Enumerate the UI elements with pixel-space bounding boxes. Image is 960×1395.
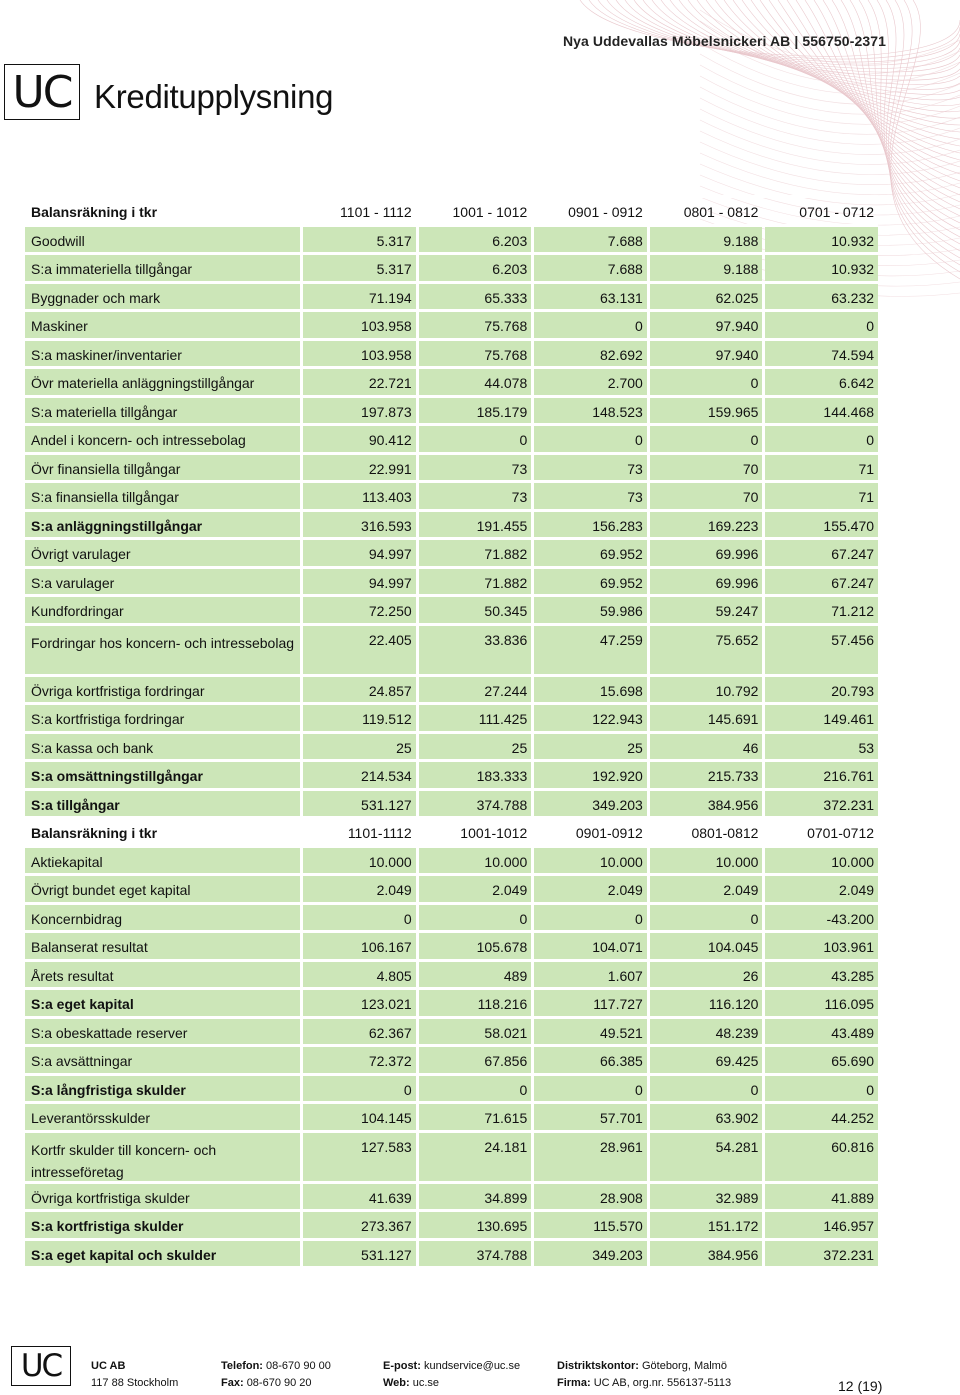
footer-firm-label: Firma: — [557, 1377, 591, 1389]
table-row — [25, 959, 878, 988]
value-cell: 63.902 — [650, 1104, 763, 1130]
value-cell: 149.461 — [765, 705, 878, 731]
table-row — [25, 873, 878, 902]
value-cell: 103.958 — [303, 341, 416, 367]
value-cell: 67.856 — [419, 1047, 532, 1073]
value-cell: 71.615 — [419, 1104, 532, 1130]
value-cell: 5.317 — [303, 227, 416, 253]
row-label: Övr materiella anläggningstillgångar — [25, 369, 300, 395]
value-cell: 273.367 — [303, 1212, 416, 1238]
row-label: S:a eget kapital och skulder — [25, 1241, 300, 1267]
value-cell: 41.889 — [765, 1184, 878, 1210]
row-label: Koncernbidrag — [25, 905, 300, 931]
value-cell: 10.000 — [534, 848, 647, 874]
footer-firm: UC AB, org.nr. 556137-5113 — [593, 1377, 732, 1389]
value-cell: 159.965 — [650, 398, 763, 424]
value-cell: 71.882 — [419, 569, 532, 595]
company-name-header: Nya Uddevallas Möbelsnickeri AB | 556750-2371 — [562, 33, 886, 49]
footer-web-link[interactable]: uc.se — [412, 1377, 440, 1389]
footer-company — [91, 1358, 178, 1392]
row-label: Byggnader och mark — [25, 284, 300, 310]
table-row — [25, 252, 878, 281]
table-row — [25, 395, 878, 424]
period-header: 0901 - 0912 — [568, 204, 643, 220]
value-cell: 25 — [534, 734, 647, 760]
footer-offices — [557, 1358, 731, 1392]
value-cell: 20.793 — [765, 677, 878, 703]
period-header: 0701 - 0712 — [799, 204, 875, 220]
row-label: Kundfordringar — [25, 597, 300, 623]
value-cell: 41.639 — [303, 1184, 416, 1210]
row-label: Fordringar hos koncern- och intressebolag — [25, 626, 300, 674]
balance-sheet-table — [25, 195, 878, 1266]
table-row — [25, 1073, 878, 1102]
row-label: S:a kortfristiga fordringar — [25, 705, 300, 731]
value-cell: 0 — [534, 905, 647, 931]
value-cell: 22.721 — [303, 369, 416, 395]
value-cell: 94.997 — [303, 569, 416, 595]
value-cell: 115.570 — [534, 1212, 647, 1238]
value-cell: 0 — [419, 905, 532, 931]
value-cell: 372.231 — [765, 1241, 878, 1267]
value-cell: 0 — [534, 312, 647, 338]
value-cell: 57.701 — [534, 1104, 647, 1130]
value-cell: 122.943 — [534, 705, 647, 731]
row-label: Övrigt varulager — [25, 540, 300, 566]
table-row — [25, 509, 878, 538]
value-cell: 191.455 — [419, 512, 532, 538]
row-label: S:a avsättningar — [25, 1047, 300, 1073]
value-cell: 63.232 — [765, 284, 878, 310]
value-cell: 58.021 — [419, 1019, 532, 1045]
value-cell: 97.940 — [650, 312, 763, 338]
value-cell: 63.131 — [534, 284, 647, 310]
table-row — [25, 423, 878, 452]
value-cell: 146.957 — [765, 1212, 878, 1238]
table-row — [25, 1238, 878, 1267]
row-label: Balansräkning i tkr — [31, 204, 158, 220]
value-cell: 0 — [650, 426, 763, 452]
row-label: Aktiekapital — [25, 848, 300, 874]
value-cell: 65.333 — [419, 284, 532, 310]
value-cell: 43.285 — [765, 962, 878, 988]
table-row — [25, 1130, 878, 1181]
value-cell: 0 — [650, 905, 763, 931]
row-label: Goodwill — [25, 227, 300, 253]
footer-phone-label: Telefon: — [221, 1360, 263, 1372]
table-row — [25, 788, 878, 817]
value-cell: 169.223 — [650, 512, 763, 538]
value-cell: 69.996 — [650, 569, 763, 595]
row-label: Årets resultat — [25, 962, 300, 988]
value-cell: 0 — [765, 312, 878, 338]
row-label: Övriga kortfristiga fordringar — [25, 677, 300, 703]
value-cell: 50.345 — [419, 597, 532, 623]
value-cell: 10.000 — [650, 848, 763, 874]
table-row — [25, 987, 878, 1016]
footer-phone-fax — [221, 1358, 331, 1392]
value-cell: 44.078 — [419, 369, 532, 395]
value-cell: 0 — [534, 426, 647, 452]
table-row — [25, 1181, 878, 1210]
value-cell: 104.045 — [650, 933, 763, 959]
table-row — [25, 1209, 878, 1238]
value-cell: 71.212 — [765, 597, 878, 623]
value-cell: 28.908 — [534, 1184, 647, 1210]
row-label: Andel i koncern- och intressebolag — [25, 426, 300, 452]
value-cell: 0 — [650, 369, 763, 395]
value-cell: 72.372 — [303, 1047, 416, 1073]
value-cell: 47.259 — [534, 626, 647, 674]
row-label: S:a långfristiga skulder — [25, 1076, 300, 1102]
value-cell: 384.956 — [650, 1241, 763, 1267]
value-cell: 6.642 — [765, 369, 878, 395]
value-cell: 22.405 — [303, 626, 416, 674]
value-cell: 22.991 — [303, 455, 416, 481]
value-cell: 155.470 — [765, 512, 878, 538]
row-label: Övr finansiella tillgångar — [25, 455, 300, 481]
footer-district: Göteborg, Malmö — [641, 1360, 727, 1372]
value-cell: 118.216 — [419, 990, 532, 1016]
period-header: 1001 - 1012 — [452, 204, 528, 220]
value-cell: 57.456 — [765, 626, 878, 674]
value-cell: 130.695 — [419, 1212, 532, 1238]
row-label: S:a kassa och bank — [25, 734, 300, 760]
value-cell: 7.688 — [534, 255, 647, 281]
value-cell: 69.952 — [534, 569, 647, 595]
value-cell: 73 — [534, 483, 647, 509]
value-cell: 28.961 — [534, 1133, 647, 1181]
value-cell: 9.188 — [650, 255, 763, 281]
value-cell: 0 — [303, 905, 416, 931]
value-cell: 32.989 — [650, 1184, 763, 1210]
value-cell: 75.652 — [650, 626, 763, 674]
row-label: Leverantörsskulder — [25, 1104, 300, 1130]
value-cell: 24.857 — [303, 677, 416, 703]
value-cell: 151.172 — [650, 1212, 763, 1238]
row-label: S:a materiella tillgångar — [25, 398, 300, 424]
value-cell: 116.095 — [765, 990, 878, 1016]
value-cell: 25 — [419, 734, 532, 760]
value-cell: 59.247 — [650, 597, 763, 623]
table-header-row — [25, 816, 878, 845]
row-label: S:a maskiner/inventarier — [25, 341, 300, 367]
value-cell: 185.179 — [419, 398, 532, 424]
value-cell: 531.127 — [303, 791, 416, 817]
footer-web-label: Web: — [383, 1377, 410, 1389]
table-row — [25, 480, 878, 509]
footer-uc-logo: UC — [11, 1346, 71, 1386]
value-cell: 104.071 — [534, 933, 647, 959]
value-cell: 123.021 — [303, 990, 416, 1016]
value-cell: 10.932 — [765, 227, 878, 253]
value-cell: 5.317 — [303, 255, 416, 281]
table-row — [25, 930, 878, 959]
value-cell: 69.425 — [650, 1047, 763, 1073]
value-cell: 53 — [765, 734, 878, 760]
uc-logo: UC — [4, 64, 80, 120]
value-cell: 145.691 — [650, 705, 763, 731]
value-cell: 71 — [765, 455, 878, 481]
value-cell: 127.583 — [303, 1133, 416, 1181]
value-cell: 2.049 — [650, 876, 763, 902]
row-label: S:a obeskattade reserver — [25, 1019, 300, 1045]
table-row — [25, 338, 878, 367]
value-cell: -43.200 — [765, 905, 878, 931]
row-label: Balanserat resultat — [25, 933, 300, 959]
table-row — [25, 452, 878, 481]
value-cell: 144.468 — [765, 398, 878, 424]
value-cell: 54.281 — [650, 1133, 763, 1181]
value-cell: 2.049 — [303, 876, 416, 902]
footer-district-label: Distriktskontor: — [557, 1360, 639, 1372]
value-cell: 374.788 — [419, 791, 532, 817]
value-cell: 46 — [650, 734, 763, 760]
row-label: S:a anläggningstillgångar — [25, 512, 300, 538]
row-label: S:a immateriella tillgångar — [25, 255, 300, 281]
value-cell: 0 — [419, 426, 532, 452]
value-cell: 531.127 — [303, 1241, 416, 1267]
value-cell: 9.188 — [650, 227, 763, 253]
value-cell: 349.203 — [534, 791, 647, 817]
row-label: S:a varulager — [25, 569, 300, 595]
period-header: 0701-0712 — [807, 825, 875, 841]
footer-email-web — [383, 1358, 520, 1392]
footer-fax: 08-670 90 20 — [246, 1377, 312, 1389]
value-cell: 90.412 — [303, 426, 416, 452]
value-cell: 60.816 — [765, 1133, 878, 1181]
table-row — [25, 309, 878, 338]
row-label: Kortfr skulder till koncern- och intresseföretag — [25, 1133, 300, 1181]
period-header: 1101 - 1112 — [340, 204, 412, 220]
value-cell: 6.203 — [419, 255, 532, 281]
row-label: S:a finansiella tillgångar — [25, 483, 300, 509]
value-cell: 27.244 — [419, 677, 532, 703]
footer-email-label: E-post: — [383, 1360, 421, 1372]
value-cell: 75.768 — [419, 312, 532, 338]
value-cell: 10.932 — [765, 255, 878, 281]
page-number: 12 (19) — [838, 1378, 883, 1394]
value-cell: 71 — [765, 483, 878, 509]
value-cell: 97.940 — [650, 341, 763, 367]
value-cell: 33.836 — [419, 626, 532, 674]
row-label: S:a kortfristiga skulder — [25, 1212, 300, 1238]
row-label: S:a omsättningstillgångar — [25, 762, 300, 788]
table-row — [25, 1101, 878, 1130]
value-cell: 94.997 — [303, 540, 416, 566]
table-row — [25, 623, 878, 674]
value-cell: 214.534 — [303, 762, 416, 788]
value-cell: 0 — [765, 1076, 878, 1102]
value-cell: 49.521 — [534, 1019, 647, 1045]
value-cell: 4.805 — [303, 962, 416, 988]
value-cell: 0 — [765, 426, 878, 452]
value-cell: 111.425 — [419, 705, 532, 731]
value-cell: 2.049 — [765, 876, 878, 902]
value-cell: 216.761 — [765, 762, 878, 788]
value-cell: 62.025 — [650, 284, 763, 310]
value-cell: 71.882 — [419, 540, 532, 566]
value-cell: 44.252 — [765, 1104, 878, 1130]
value-cell: 82.692 — [534, 341, 647, 367]
value-cell: 105.678 — [419, 933, 532, 959]
period-header: 1101-1112 — [347, 825, 412, 841]
period-header: 0801-0812 — [691, 825, 759, 841]
value-cell: 7.688 — [534, 227, 647, 253]
value-cell: 106.167 — [303, 933, 416, 959]
table-row — [25, 702, 878, 731]
value-cell: 10.000 — [303, 848, 416, 874]
value-cell: 25 — [303, 734, 416, 760]
table-row — [25, 537, 878, 566]
row-label: S:a eget kapital — [25, 990, 300, 1016]
value-cell: 15.698 — [534, 677, 647, 703]
value-cell: 0 — [650, 1076, 763, 1102]
page-title: Kreditupplysning — [94, 78, 334, 115]
table-header-row — [25, 195, 878, 224]
value-cell: 73 — [419, 455, 532, 481]
value-cell: 70 — [650, 455, 763, 481]
value-cell: 384.956 — [650, 791, 763, 817]
value-cell: 69.952 — [534, 540, 647, 566]
value-cell: 70 — [650, 483, 763, 509]
period-header: 0901-0912 — [575, 825, 643, 841]
period-header: 0801 - 0812 — [683, 204, 759, 220]
value-cell: 104.145 — [303, 1104, 416, 1130]
value-cell: 1.607 — [534, 962, 647, 988]
value-cell: 148.523 — [534, 398, 647, 424]
value-cell: 26 — [650, 962, 763, 988]
value-cell: 489 — [419, 962, 532, 988]
value-cell: 0 — [419, 1076, 532, 1102]
value-cell: 34.899 — [419, 1184, 532, 1210]
value-cell: 0 — [534, 1076, 647, 1102]
table-row — [25, 566, 878, 595]
table-row — [25, 1044, 878, 1073]
value-cell: 374.788 — [419, 1241, 532, 1267]
value-cell: 67.247 — [765, 569, 878, 595]
value-cell: 103.961 — [765, 933, 878, 959]
table-row — [25, 594, 878, 623]
value-cell: 117.727 — [534, 990, 647, 1016]
table-row — [25, 366, 878, 395]
value-cell: 10.000 — [765, 848, 878, 874]
value-cell: 59.986 — [534, 597, 647, 623]
footer-company-name: UC AB — [91, 1360, 126, 1372]
value-cell: 48.239 — [650, 1019, 763, 1045]
value-cell: 113.403 — [303, 483, 416, 509]
footer-fax-label: Fax: — [221, 1377, 244, 1389]
table-row — [25, 731, 878, 760]
table-row — [25, 224, 878, 253]
value-cell: 73 — [534, 455, 647, 481]
value-cell: 62.367 — [303, 1019, 416, 1045]
table-row — [25, 845, 878, 874]
value-cell: 65.690 — [765, 1047, 878, 1073]
value-cell: 75.768 — [419, 341, 532, 367]
table-row — [25, 281, 878, 310]
value-cell: 6.203 — [419, 227, 532, 253]
value-cell: 0 — [303, 1076, 416, 1102]
value-cell: 24.181 — [419, 1133, 532, 1181]
value-cell: 10.000 — [419, 848, 532, 874]
table-row — [25, 759, 878, 788]
value-cell: 69.996 — [650, 540, 763, 566]
value-cell: 2.049 — [419, 876, 532, 902]
period-header: 1001-1012 — [460, 825, 528, 841]
row-label: Övriga kortfristiga skulder — [25, 1184, 300, 1210]
row-label: Balansräkning i tkr — [31, 825, 158, 841]
value-cell: 67.247 — [765, 540, 878, 566]
footer-email-link[interactable]: kundservice@uc.se — [423, 1360, 521, 1372]
table-row — [25, 674, 878, 703]
value-cell: 192.920 — [534, 762, 647, 788]
value-cell: 74.594 — [765, 341, 878, 367]
value-cell: 103.958 — [303, 312, 416, 338]
value-cell: 73 — [419, 483, 532, 509]
row-label: S:a tillgångar — [25, 791, 300, 817]
footer-phone: 08-670 90 00 — [266, 1360, 331, 1372]
footer-company-address: 117 88 Stockholm — [91, 1377, 179, 1389]
value-cell: 2.700 — [534, 369, 647, 395]
table-row — [25, 902, 878, 931]
value-cell: 116.120 — [650, 990, 763, 1016]
value-cell: 2.049 — [534, 876, 647, 902]
value-cell: 66.385 — [534, 1047, 647, 1073]
value-cell: 349.203 — [534, 1241, 647, 1267]
value-cell: 372.231 — [765, 791, 878, 817]
value-cell: 72.250 — [303, 597, 416, 623]
value-cell: 183.333 — [419, 762, 532, 788]
value-cell: 71.194 — [303, 284, 416, 310]
row-label: Övrigt bundet eget kapital — [25, 876, 300, 902]
value-cell: 156.283 — [534, 512, 647, 538]
table-row — [25, 1016, 878, 1045]
value-cell: 197.873 — [303, 398, 416, 424]
value-cell: 215.733 — [650, 762, 763, 788]
value-cell: 119.512 — [303, 705, 416, 731]
value-cell: 10.792 — [650, 677, 763, 703]
row-label: Maskiner — [25, 312, 300, 338]
value-cell: 316.593 — [303, 512, 416, 538]
value-cell: 43.489 — [765, 1019, 878, 1045]
